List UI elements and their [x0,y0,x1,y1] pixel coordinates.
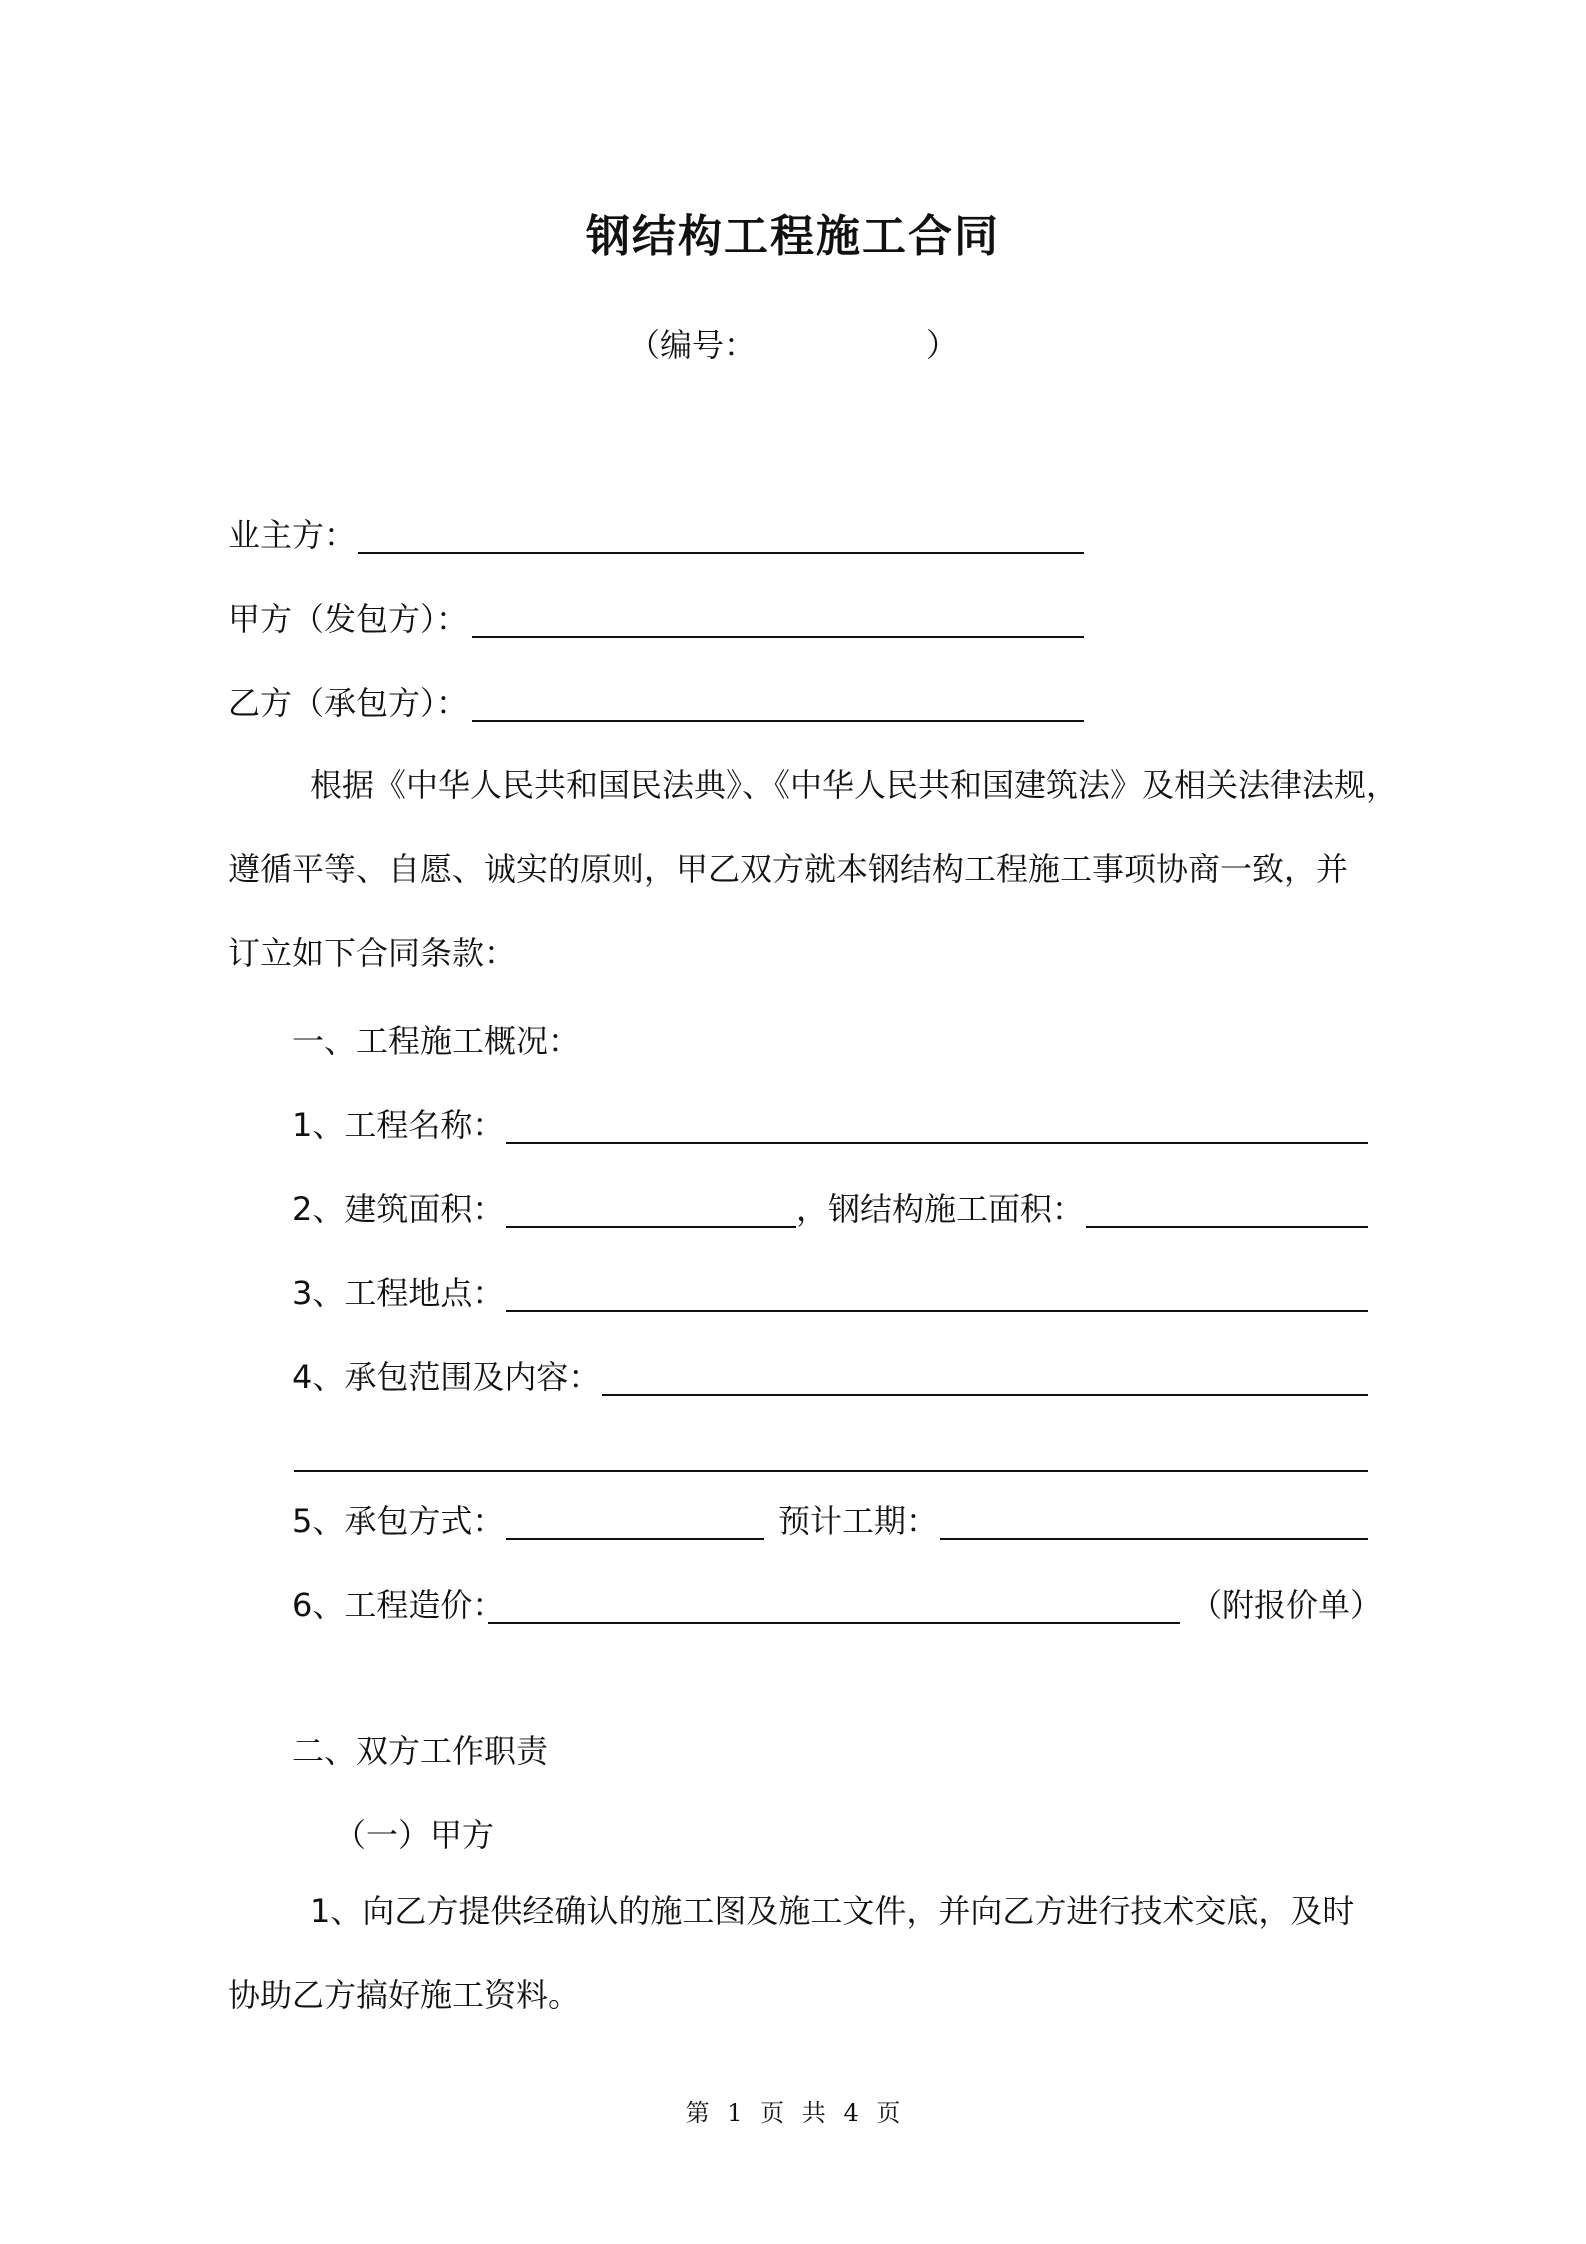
building-area-field[interactable] [506,1226,796,1228]
party-b-label: 乙方（承包方）： [228,684,469,722]
section-1-heading: 一、工程施工概况： [292,1022,581,1060]
steel-area-label: ，钢结构施工面积： [796,1190,1085,1228]
steel-area-field[interactable] [1086,1226,1368,1228]
project-cost-field[interactable] [488,1622,1180,1624]
intro-line-2: 遵循平等、自愿、诚实的原则，甲乙双方就本钢结构工程施工事项协商一致，并 [228,850,1349,888]
project-location-field[interactable] [506,1310,1368,1312]
party-a-field[interactable] [472,636,1084,638]
intro-line-1: 根据《中华人民共和国民法典》、《中华人民共和国建筑法》及相关法律法规， [310,766,1399,804]
contract-mode-label: 5、承包方式： [292,1502,505,1540]
scope-field[interactable] [602,1394,1368,1396]
section-2-heading: 二、双方工作职责 [292,1732,549,1770]
scope-field-continued[interactable] [294,1470,1368,1472]
project-name-label: 1、工程名称： [292,1106,505,1144]
quotation-note: （附报价单） [1190,1586,1383,1624]
document-title: 钢结构工程施工合同 [586,211,1000,262]
page-footer: 第 1 页 共 4 页 [685,2099,901,2127]
contract-number-label: （编号： [627,326,756,364]
owner-field[interactable] [358,552,1084,554]
contract-mode-field[interactable] [506,1538,764,1540]
party-a-label: 甲方（发包方）： [228,600,469,638]
party-a-duties-heading: （一）甲方 [334,1816,495,1854]
duration-field[interactable] [940,1538,1368,1540]
party-b-field[interactable] [472,720,1084,722]
duration-label: 预计工期： [778,1502,939,1540]
building-area-label: 2、建筑面积： [292,1190,505,1228]
project-location-label: 3、工程地点： [292,1274,505,1312]
project-name-field[interactable] [506,1142,1368,1144]
contract-number [0,320,1586,366]
contract-number-close: ） [926,326,959,364]
project-cost-label: 6、工程造价： [292,1586,505,1624]
owner-label: 业主方： [228,516,357,554]
scope-label: 4、承包范围及内容： [292,1358,601,1396]
duty-1-line-1: 1、向乙方提供经确认的施工图及施工文件，并向乙方进行技术交底，及时 [310,1892,1355,1930]
duty-1-line-2: 协助乙方搞好施工资料。 [228,1976,581,2014]
intro-line-3: 订立如下合同条款： [228,934,517,972]
